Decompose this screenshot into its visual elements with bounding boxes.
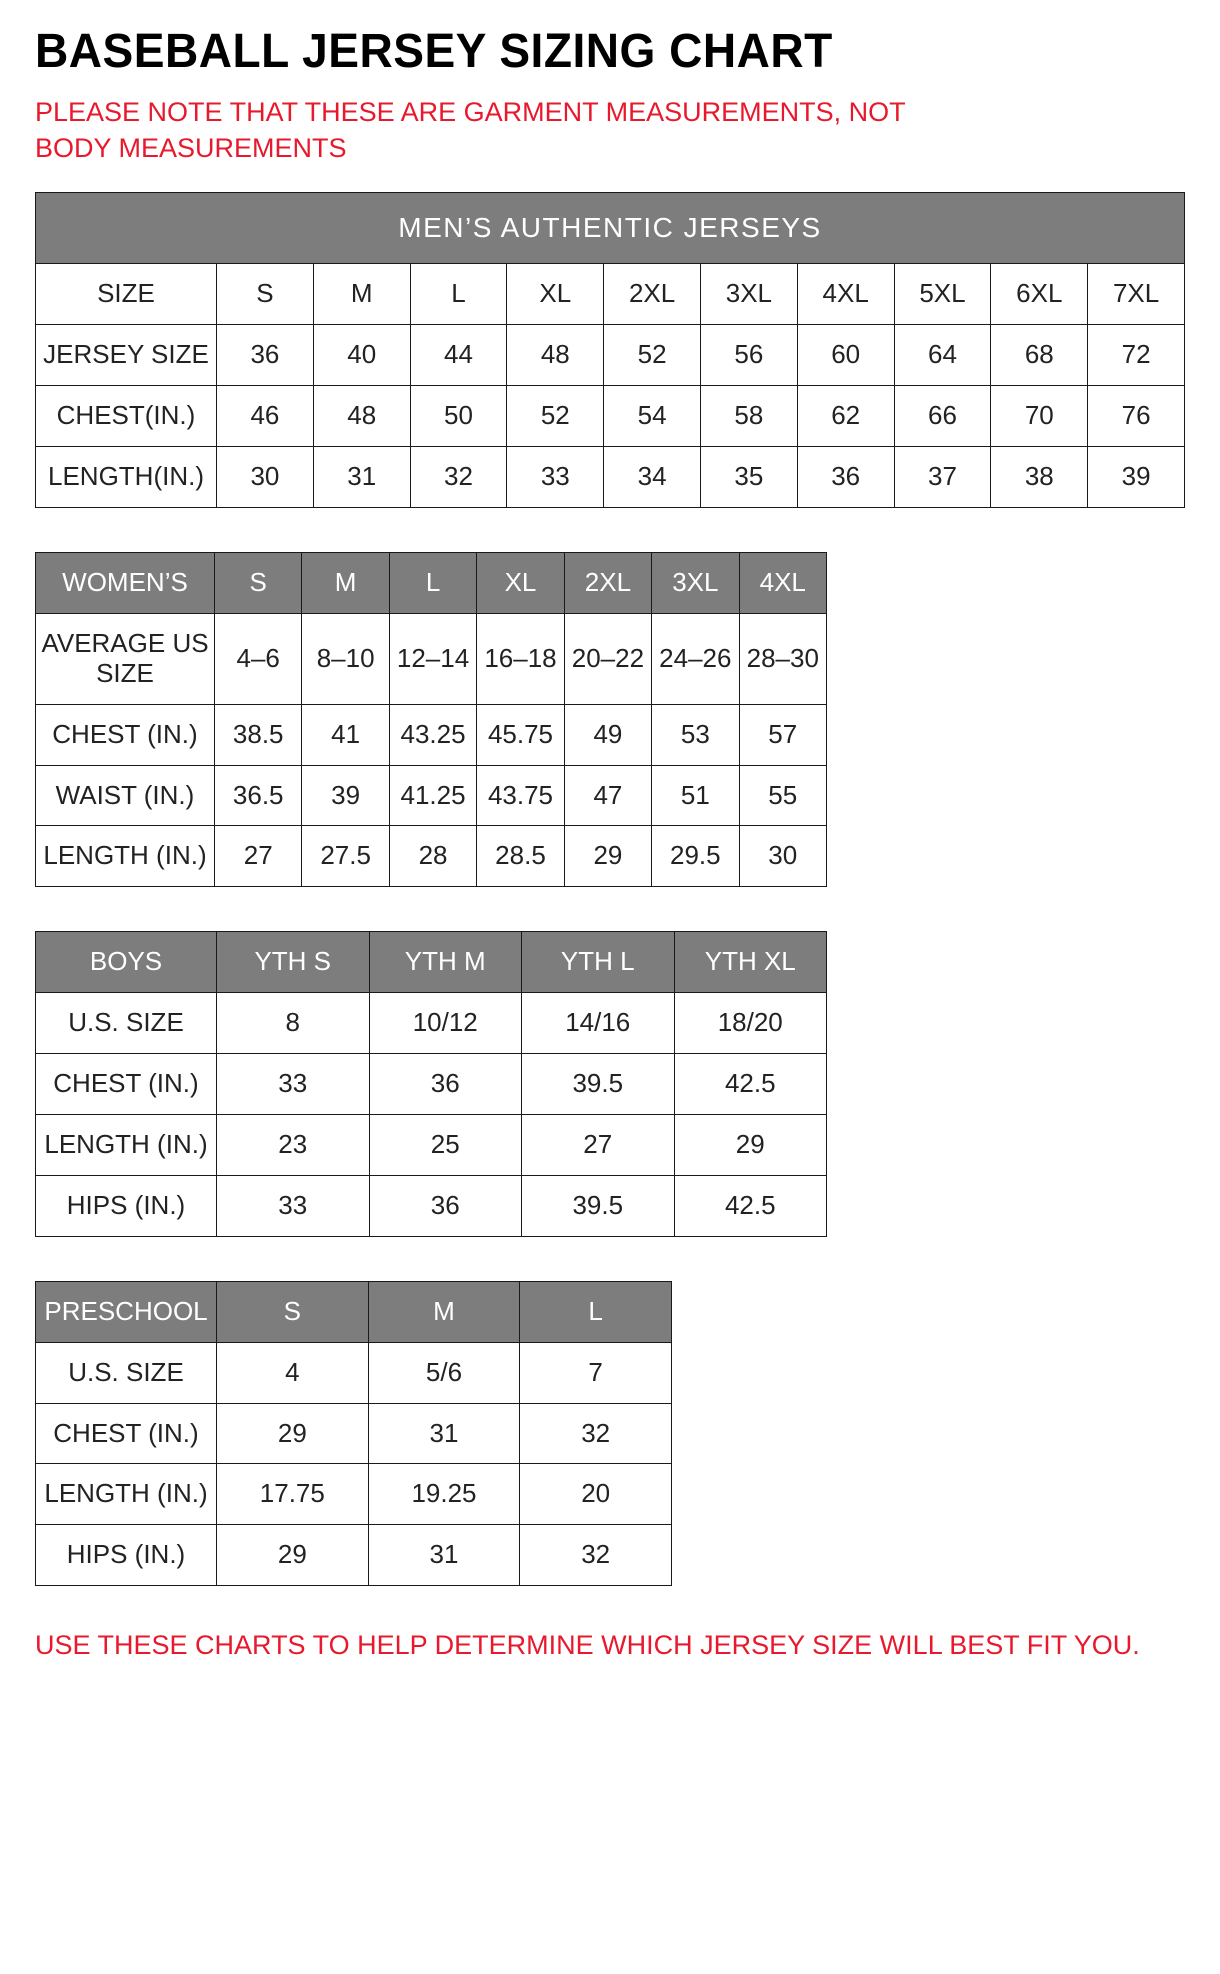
data-cell: 33	[507, 447, 604, 508]
data-cell: 43.25	[389, 704, 476, 765]
column-header: YTH S	[217, 932, 370, 993]
data-cell: 62	[797, 386, 894, 447]
garment-measurement-note: PLEASE NOTE THAT THESE ARE GARMENT MEASUREMENTS, NOT BODY MEASUREMENTS	[35, 97, 906, 163]
data-cell: 23	[217, 1115, 370, 1176]
data-cell: 29	[217, 1525, 369, 1586]
row-label: WAIST (IN.)	[36, 765, 215, 826]
row-label: HIPS (IN.)	[36, 1525, 217, 1586]
data-cell: 35	[700, 447, 797, 508]
row-label: CHEST (IN.)	[36, 1403, 217, 1464]
data-cell: 55	[739, 765, 826, 826]
data-cell: 39	[302, 765, 389, 826]
data-cell: 39.5	[522, 1054, 675, 1115]
data-cell: 48	[507, 325, 604, 386]
page-title: BASEBALL JERSEY SIZING CHART	[35, 25, 833, 78]
data-cell: 58	[700, 386, 797, 447]
data-cell: 57	[739, 704, 826, 765]
row-label: AVERAGE US SIZE	[36, 613, 215, 704]
data-cell: 42.5	[674, 1175, 827, 1236]
table-corner-label: PRESCHOOL	[36, 1281, 217, 1342]
row-label: LENGTH (IN.)	[36, 1115, 217, 1176]
data-cell: 28–30	[739, 613, 826, 704]
data-cell: 20–22	[564, 613, 651, 704]
column-header: M	[302, 553, 389, 614]
data-cell: 38.5	[215, 704, 302, 765]
mens-table-title: MEN’S AUTHENTIC JERSEYS	[36, 193, 1185, 264]
column-header: M	[368, 1281, 520, 1342]
data-cell: 5/6	[368, 1342, 520, 1403]
data-cell: 31	[368, 1403, 520, 1464]
column-header: L	[520, 1281, 672, 1342]
data-cell: 29.5	[652, 826, 739, 887]
column-header: S	[215, 553, 302, 614]
column-header: 2XL	[564, 553, 651, 614]
data-cell: 36	[369, 1054, 522, 1115]
data-cell: 18/20	[674, 993, 827, 1054]
fit-advice-footer: USE THESE CHARTS TO HELP DETERMINE WHICH JERSEY SIZE WILL BEST FIT YOU.	[35, 1630, 1140, 1661]
data-cell: 14/16	[522, 993, 675, 1054]
column-header: S	[217, 1281, 369, 1342]
column-header: L	[389, 553, 476, 614]
data-cell: 68	[991, 325, 1088, 386]
row-label: LENGTH(IN.)	[36, 447, 217, 508]
data-cell: 4	[217, 1342, 369, 1403]
data-cell: 29	[217, 1403, 369, 1464]
data-cell: 25	[369, 1115, 522, 1176]
data-cell: 33	[217, 1054, 370, 1115]
data-cell: 30	[739, 826, 826, 887]
data-cell: 48	[313, 386, 410, 447]
row-label: CHEST (IN.)	[36, 1054, 217, 1115]
data-cell: 64	[894, 325, 991, 386]
data-cell: 56	[700, 325, 797, 386]
data-cell: 17.75	[217, 1464, 369, 1525]
data-cell: 10/12	[369, 993, 522, 1054]
data-cell: 42.5	[674, 1054, 827, 1115]
column-header: YTH M	[369, 932, 522, 993]
data-cell: 34	[604, 447, 701, 508]
data-cell: 66	[894, 386, 991, 447]
column-header: YTH L	[522, 932, 675, 993]
row-label: U.S. SIZE	[36, 1342, 217, 1403]
data-cell: 27.5	[302, 826, 389, 887]
data-cell: 16–18	[477, 613, 564, 704]
data-cell: 8	[217, 993, 370, 1054]
data-cell: 31	[368, 1525, 520, 1586]
data-cell: 51	[652, 765, 739, 826]
table-corner-label: WOMEN’S	[36, 553, 215, 614]
data-cell: 49	[564, 704, 651, 765]
data-cell: 5XL	[894, 264, 991, 325]
data-cell: XL	[507, 264, 604, 325]
data-cell: 45.75	[477, 704, 564, 765]
data-cell: 41.25	[389, 765, 476, 826]
data-cell: 52	[604, 325, 701, 386]
data-cell: 54	[604, 386, 701, 447]
row-label: HIPS (IN.)	[36, 1175, 217, 1236]
row-label: U.S. SIZE	[36, 993, 217, 1054]
data-cell: 7XL	[1088, 264, 1185, 325]
womens-sizing-table	[35, 552, 827, 887]
data-cell: 2XL	[604, 264, 701, 325]
data-cell: M	[313, 264, 410, 325]
table-corner-label: BOYS	[36, 932, 217, 993]
data-cell: S	[217, 264, 314, 325]
data-cell: 12–14	[389, 613, 476, 704]
data-cell: 46	[217, 386, 314, 447]
data-cell: 60	[797, 325, 894, 386]
data-cell: 72	[1088, 325, 1185, 386]
preschool-sizing-table	[35, 1281, 672, 1586]
data-cell: 27	[215, 826, 302, 887]
data-cell: 40	[313, 325, 410, 386]
data-cell: L	[410, 264, 507, 325]
row-label: CHEST(IN.)	[36, 386, 217, 447]
data-cell: 52	[507, 386, 604, 447]
data-cell: 4–6	[215, 613, 302, 704]
data-cell: 37	[894, 447, 991, 508]
column-header: YTH XL	[674, 932, 827, 993]
row-label: LENGTH (IN.)	[36, 1464, 217, 1525]
data-cell: 36	[217, 325, 314, 386]
data-cell: 44	[410, 325, 507, 386]
data-cell: 7	[520, 1342, 672, 1403]
data-cell: 47	[564, 765, 651, 826]
data-cell: 4XL	[797, 264, 894, 325]
data-cell: 27	[522, 1115, 675, 1176]
data-cell: 6XL	[991, 264, 1088, 325]
data-cell: 31	[313, 447, 410, 508]
column-header: 4XL	[739, 553, 826, 614]
mens-sizing-table	[35, 192, 1185, 508]
data-cell: 20	[520, 1464, 672, 1525]
data-cell: 36	[369, 1175, 522, 1236]
data-cell: 70	[991, 386, 1088, 447]
data-cell: 29	[674, 1115, 827, 1176]
data-cell: 32	[410, 447, 507, 508]
row-label: SIZE	[36, 264, 217, 325]
data-cell: 41	[302, 704, 389, 765]
data-cell: 39	[1088, 447, 1185, 508]
data-cell: 76	[1088, 386, 1185, 447]
data-cell: 28	[389, 826, 476, 887]
data-cell: 50	[410, 386, 507, 447]
data-cell: 53	[652, 704, 739, 765]
data-cell: 28.5	[477, 826, 564, 887]
boys-sizing-table	[35, 931, 827, 1236]
data-cell: 36	[797, 447, 894, 508]
data-cell: 32	[520, 1403, 672, 1464]
row-label: LENGTH (IN.)	[36, 826, 215, 887]
column-header: XL	[477, 553, 564, 614]
data-cell: 30	[217, 447, 314, 508]
data-cell: 3XL	[700, 264, 797, 325]
data-cell: 24–26	[652, 613, 739, 704]
data-cell: 36.5	[215, 765, 302, 826]
row-label: JERSEY SIZE	[36, 325, 217, 386]
row-label: CHEST (IN.)	[36, 704, 215, 765]
data-cell: 39.5	[522, 1175, 675, 1236]
data-cell: 29	[564, 826, 651, 887]
column-header: 3XL	[652, 553, 739, 614]
data-cell: 8–10	[302, 613, 389, 704]
data-cell: 38	[991, 447, 1088, 508]
data-cell: 33	[217, 1175, 370, 1236]
data-cell: 19.25	[368, 1464, 520, 1525]
data-cell: 32	[520, 1525, 672, 1586]
data-cell: 43.75	[477, 765, 564, 826]
